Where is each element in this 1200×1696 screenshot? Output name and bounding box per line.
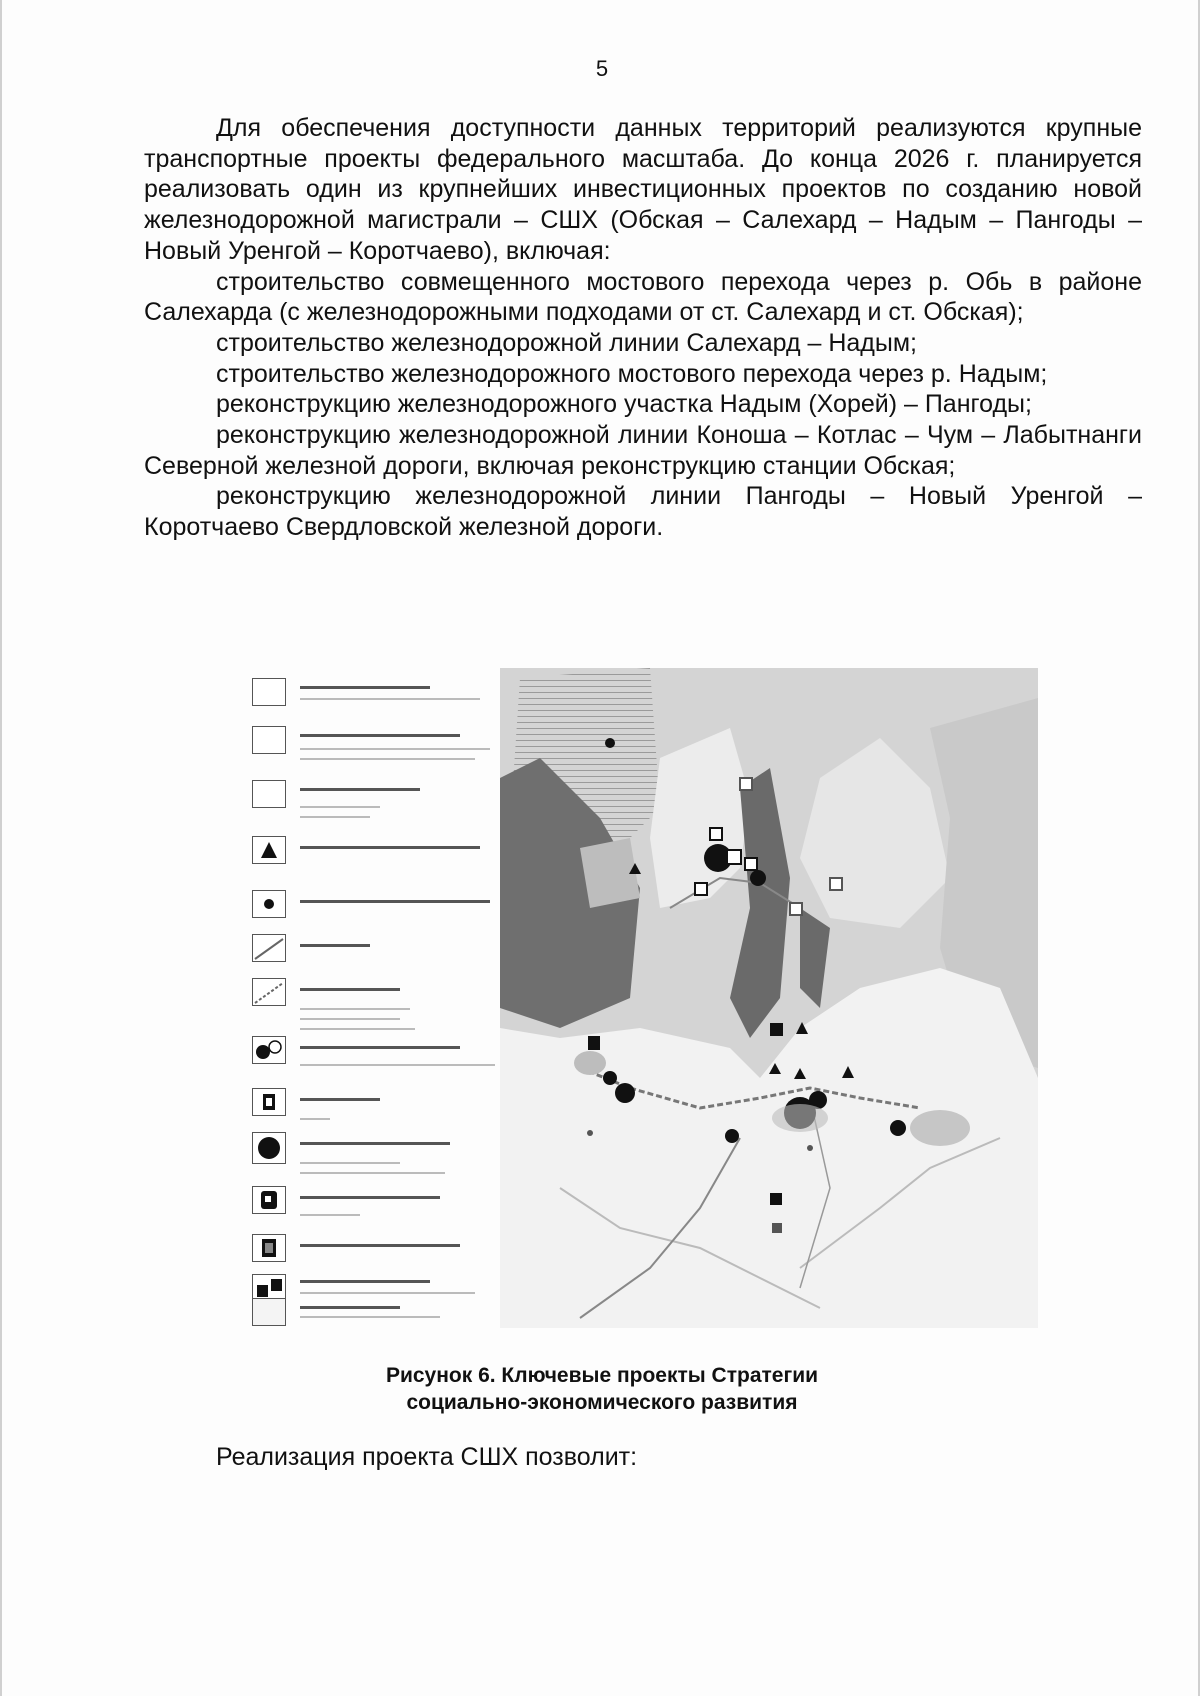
triangle-icon xyxy=(252,836,286,864)
caption-line-1: Рисунок 6. Ключевые проекты Стратегии xyxy=(385,1364,819,1387)
caption-line-2: социально-экономического развития xyxy=(406,1391,798,1414)
figure-key-projects xyxy=(248,668,1038,1328)
paragraph-bridge-ob: строительство совмещенного мостового перехода через р. Обь в районе Салехарда (с железнодорожными подходами от ст. Салехард и ст. Обская); xyxy=(144,267,1142,327)
road-icon xyxy=(252,934,286,962)
circle-icon xyxy=(252,1132,286,1164)
hatched-zone-icon xyxy=(252,1298,286,1326)
building-icon xyxy=(252,726,286,754)
body-text xyxy=(144,113,1142,543)
paragraph-line-salekhard-nadym: строительство железнодорожной линии Салехард – Надым; xyxy=(216,328,918,357)
airport-icon xyxy=(252,678,286,706)
map-legend xyxy=(248,668,498,1328)
blank-box-icon xyxy=(252,780,286,808)
dot-icon xyxy=(252,890,286,918)
closing-sentence: Реализация проекта СШХ позволит: xyxy=(216,1443,638,1471)
paragraph-section-nadym-pangody: реконструкцию железнодорожного участка Надым (Хорей) – Пангоды; xyxy=(216,390,1032,419)
railroad-icon xyxy=(252,978,286,1006)
ship-icon xyxy=(252,1186,286,1214)
factory-icon xyxy=(252,1234,286,1262)
paragraph-line-konosha-labytnangi: реконструкцию железнодорожной линии Коноша – Котлас – Чум – Лабытнанги Северной железной дороги, включая реконструкцию станции Обская; xyxy=(144,421,1142,480)
bridge-icon xyxy=(252,1088,286,1116)
map-drawing xyxy=(500,668,1038,1328)
region-map xyxy=(500,668,1038,1328)
plane-icon xyxy=(252,1036,286,1064)
page-number: 5 xyxy=(595,56,609,81)
figure-caption xyxy=(2,1362,1200,1416)
paragraph-line-pangody-korotchaevo: реконструкцию железнодорожной линии Пангоды – Новый Уренгой – Коротчаево Свердловской железной дороги. xyxy=(144,482,1142,542)
paragraph-bridge-nadym: строительство железнодорожного мостового перехода через р. Надым; xyxy=(216,359,1048,388)
paragraph-intro: Для обеспечения доступности данных территорий реализуются крупные транспортные проекты федерального масштаба. До конца 2026 г. планируется реализовать один из крупнейших инвестиционных проектов по созданию новой железнодорожной магистрали – СШХ (Обская – Салехард – Надым – Пангоды – Новый Уренгой – Коротчаево), включая: xyxy=(144,114,1142,265)
